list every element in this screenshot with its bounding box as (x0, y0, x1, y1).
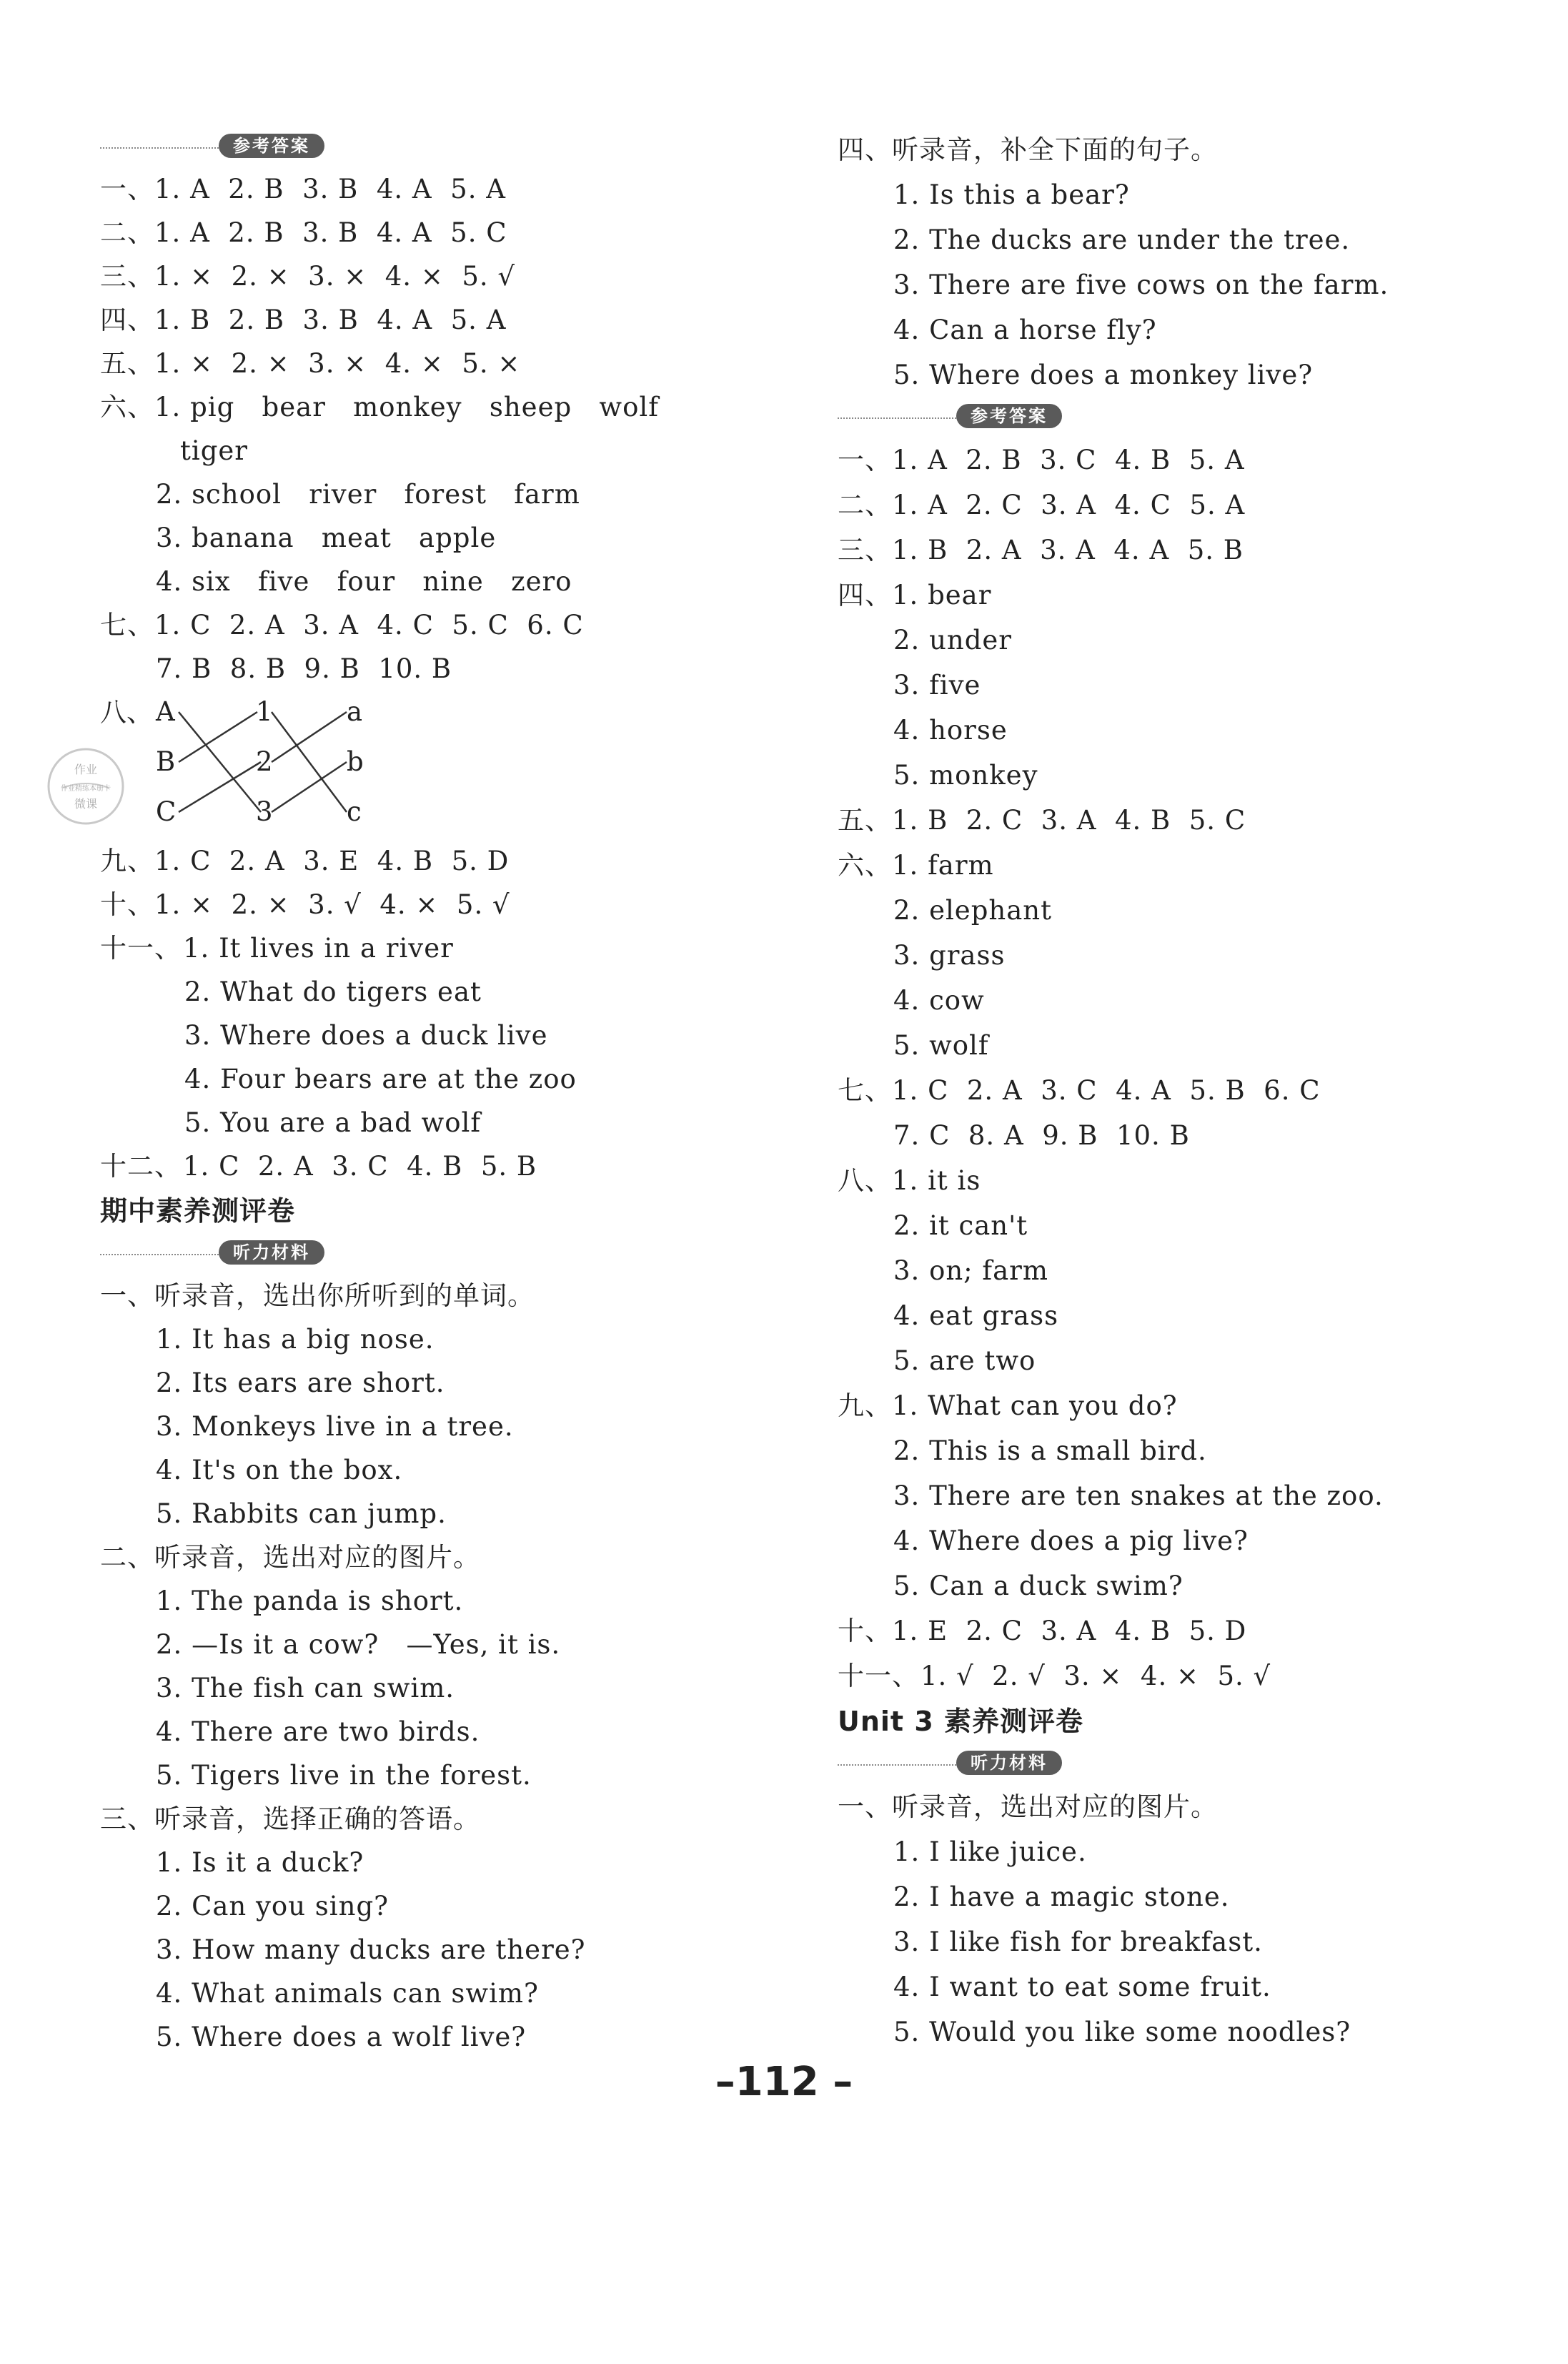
transcript-line: 3. Monkeys live in a tree. (156, 1411, 514, 1442)
match-mid-1: 1 (256, 696, 273, 727)
answer-continuation: 4. cow (893, 985, 985, 1016)
matching-lines (100, 691, 386, 839)
transcript-line: 1. Is this a bear? (893, 179, 1130, 210)
answer-line: 五、1. × 2. × 3. × 4. × 5. × (100, 348, 521, 379)
transcript-line: 2. Can you sing? (156, 1891, 389, 1922)
transcript-line: 2. I have a magic stone. (893, 1881, 1230, 1912)
transcript-line: 4. There are two birds. (156, 1716, 480, 1747)
question-heading: 二、听录音，选出对应的图片。 (100, 1542, 480, 1573)
transcript-line: 5. Where does a monkey live? (893, 360, 1314, 390)
answer-line: 二、1. A 2. C 3. A 4. C 5. A (838, 490, 1246, 520)
answer-continuation: 3. grass (893, 940, 1006, 971)
match-mid-2: 2 (256, 746, 273, 777)
answer-continuation: 4. six five four nine zero (156, 566, 572, 597)
svg-text:作业精练本册卡: 作业精练本册卡 (61, 785, 111, 793)
match-right-b: b (347, 746, 364, 777)
matching-answer (100, 691, 822, 839)
transcript-line: 3. I like fish for breakfast. (893, 1927, 1263, 1957)
answer-continuation: 5. Can a duck swim? (893, 1571, 1184, 1601)
transcript-line: 3. There are five cows on the farm. (893, 269, 1389, 300)
question-heading: 三、听录音，选择正确的答语。 (100, 1804, 480, 1834)
stamp-icon (43, 743, 129, 829)
section-heading: Unit 3 素养测评卷 (838, 1706, 1083, 1737)
right-column (838, 127, 1552, 2054)
answer-line: 六、1. pig bear monkey sheep wolf (100, 392, 659, 422)
answer-continuation: 7. C 8. A 9. B 10. B (893, 1120, 1190, 1151)
dotted-rule (838, 417, 959, 419)
answer-continuation: 3. There are ten snakes at the zoo. (893, 1480, 1384, 1511)
svg-text:作业: 作业 (74, 763, 98, 776)
answer-continuation: 3. on; farm (893, 1255, 1048, 1286)
answer-line: 七、1. C 2. A 3. A 4. C 5. C 6. C (100, 610, 584, 641)
answer-line: 十、1. × 2. × 3. √ 4. × 5. √ (100, 889, 510, 920)
answer-continuation: 5. are two (893, 1345, 1036, 1376)
answer-line: 七、1. C 2. A 3. C 4. A 5. B 6. C (838, 1075, 1321, 1106)
answer-continuation: tiger (180, 435, 248, 466)
transcript-line: 3. How many ducks are there? (156, 1934, 586, 1965)
answer-line: 十一、1. √ 2. √ 3. × 4. × 5. √ (838, 1661, 1271, 1691)
answer-line: 六、1. farm (838, 850, 994, 881)
dotted-rule (838, 1764, 959, 1766)
answer-continuation: 2. elephant (893, 895, 1052, 926)
homework-stamp-logo (43, 743, 129, 829)
answer-line: 一、1. A 2. B 3. C 4. B 5. A (838, 445, 1245, 475)
left-column (100, 127, 822, 2059)
transcript-line: 2. The ducks are under the tree. (893, 224, 1351, 255)
transcript-line: 1. I like juice. (893, 1836, 1087, 1867)
answer-line: 三、1. × 2. × 3. × 4. × 5. √ (100, 261, 515, 292)
listening-material-banner (838, 1749, 1552, 1783)
answer-continuation: 2. school river forest farm (156, 479, 580, 510)
transcript-line: 5. Rabbits can jump. (156, 1498, 447, 1529)
transcript-line: 1. Is it a duck? (156, 1847, 364, 1878)
dotted-rule (100, 147, 222, 149)
transcript-line: 4. What animals can swim? (156, 1978, 539, 2009)
answer-continuation: 2. What do tigers eat (184, 976, 482, 1007)
question-heading: 一、听录音，选出对应的图片。 (838, 1791, 1218, 1822)
answer-key-banner (838, 402, 1552, 436)
answer-key-banner (100, 132, 822, 166)
match-left-b: B (156, 746, 176, 777)
answer-line: 十一、1. It lives in a river (100, 933, 454, 964)
transcript-line: 3. The fish can swim. (156, 1673, 455, 1703)
section-heading: 期中素养测评卷 (100, 1195, 296, 1227)
transcript-line: 4. I want to eat some fruit. (893, 1972, 1271, 2002)
transcript-line: 4. It's on the box. (156, 1455, 403, 1485)
answer-line: 八、1. it is (838, 1165, 981, 1196)
transcript-line: 1. The panda is short. (156, 1586, 464, 1616)
banner-label: 参考答案 (956, 404, 1062, 428)
answer-continuation: 5. You are a bad wolf (184, 1107, 482, 1138)
answer-continuation: 2. it can't (893, 1210, 1028, 1241)
answer-line: 一、1. A 2. B 3. B 4. A 5. A (100, 174, 506, 204)
banner-label: 听力材料 (219, 1240, 324, 1265)
question-heading: 四、听录音，补全下面的句子。 (838, 134, 1218, 165)
answer-continuation: 4. horse (893, 715, 1008, 746)
answer-continuation: 3. banana meat apple (156, 523, 497, 553)
answer-line: 十二、1. C 2. A 3. C 4. B 5. B (100, 1151, 537, 1182)
match-left-c: C (156, 796, 177, 827)
svg-text:微课: 微课 (74, 797, 98, 811)
answer-line: 二、1. A 2. B 3. B 4. A 5. C (100, 217, 507, 248)
answer-continuation: 5. wolf (893, 1030, 989, 1061)
answer-line: 四、1. B 2. B 3. B 4. A 5. A (100, 305, 507, 335)
match-mid-3: 3 (256, 796, 273, 827)
answer-line: 四、1. bear (838, 580, 992, 610)
question-heading: 一、听录音，选出你所听到的单词。 (100, 1280, 535, 1311)
answer-line: 九、1. What can you do? (838, 1390, 1178, 1421)
transcript-line: 4. Can a horse fly? (893, 315, 1157, 345)
banner-label: 参考答案 (219, 134, 324, 158)
answer-continuation: 4. Four bears are at the zoo (184, 1064, 577, 1094)
banner-label: 听力材料 (956, 1751, 1062, 1775)
answer-continuation: 5. monkey (893, 760, 1038, 791)
answer-continuation: 4. eat grass (893, 1300, 1059, 1331)
transcript-line: 5. Where does a wolf live? (156, 2022, 527, 2052)
answer-line: 九、1. C 2. A 3. E 4. B 5. D (100, 846, 510, 876)
transcript-line: 2. —Is it a cow? —Yes, it is. (156, 1629, 561, 1660)
transcript-line: 5. Tigers live in the forest. (156, 1760, 532, 1791)
answer-line: 五、1. B 2. C 3. A 4. B 5. C (838, 805, 1246, 836)
answer-continuation: 3. five (893, 670, 981, 701)
answer-continuation: 7. B 8. B 9. B 10. B (156, 653, 452, 684)
match-left-a: A (156, 696, 175, 727)
answer-continuation: 3. Where does a duck live (184, 1020, 548, 1051)
page-number: –112 – (715, 2059, 853, 2105)
answer-continuation: 4. Where does a pig live? (893, 1525, 1249, 1556)
answer-continuation: 2. This is a small bird. (893, 1435, 1207, 1466)
answer-continuation: 2. under (893, 625, 1012, 656)
matching-key: 八、 (100, 697, 153, 728)
listening-material-banner (100, 1238, 822, 1272)
transcript-line: 5. Would you like some noodles? (893, 2017, 1351, 2047)
match-right-a: a (347, 696, 363, 727)
answer-line: 十、1. E 2. C 3. A 4. B 5. D (838, 1616, 1247, 1646)
transcript-line: 2. Its ears are short. (156, 1368, 445, 1398)
transcript-line: 1. It has a big nose. (156, 1324, 435, 1355)
answer-line: 三、1. B 2. A 3. A 4. A 5. B (838, 535, 1244, 565)
match-right-c: c (347, 796, 362, 827)
dotted-rule (100, 1254, 222, 1255)
